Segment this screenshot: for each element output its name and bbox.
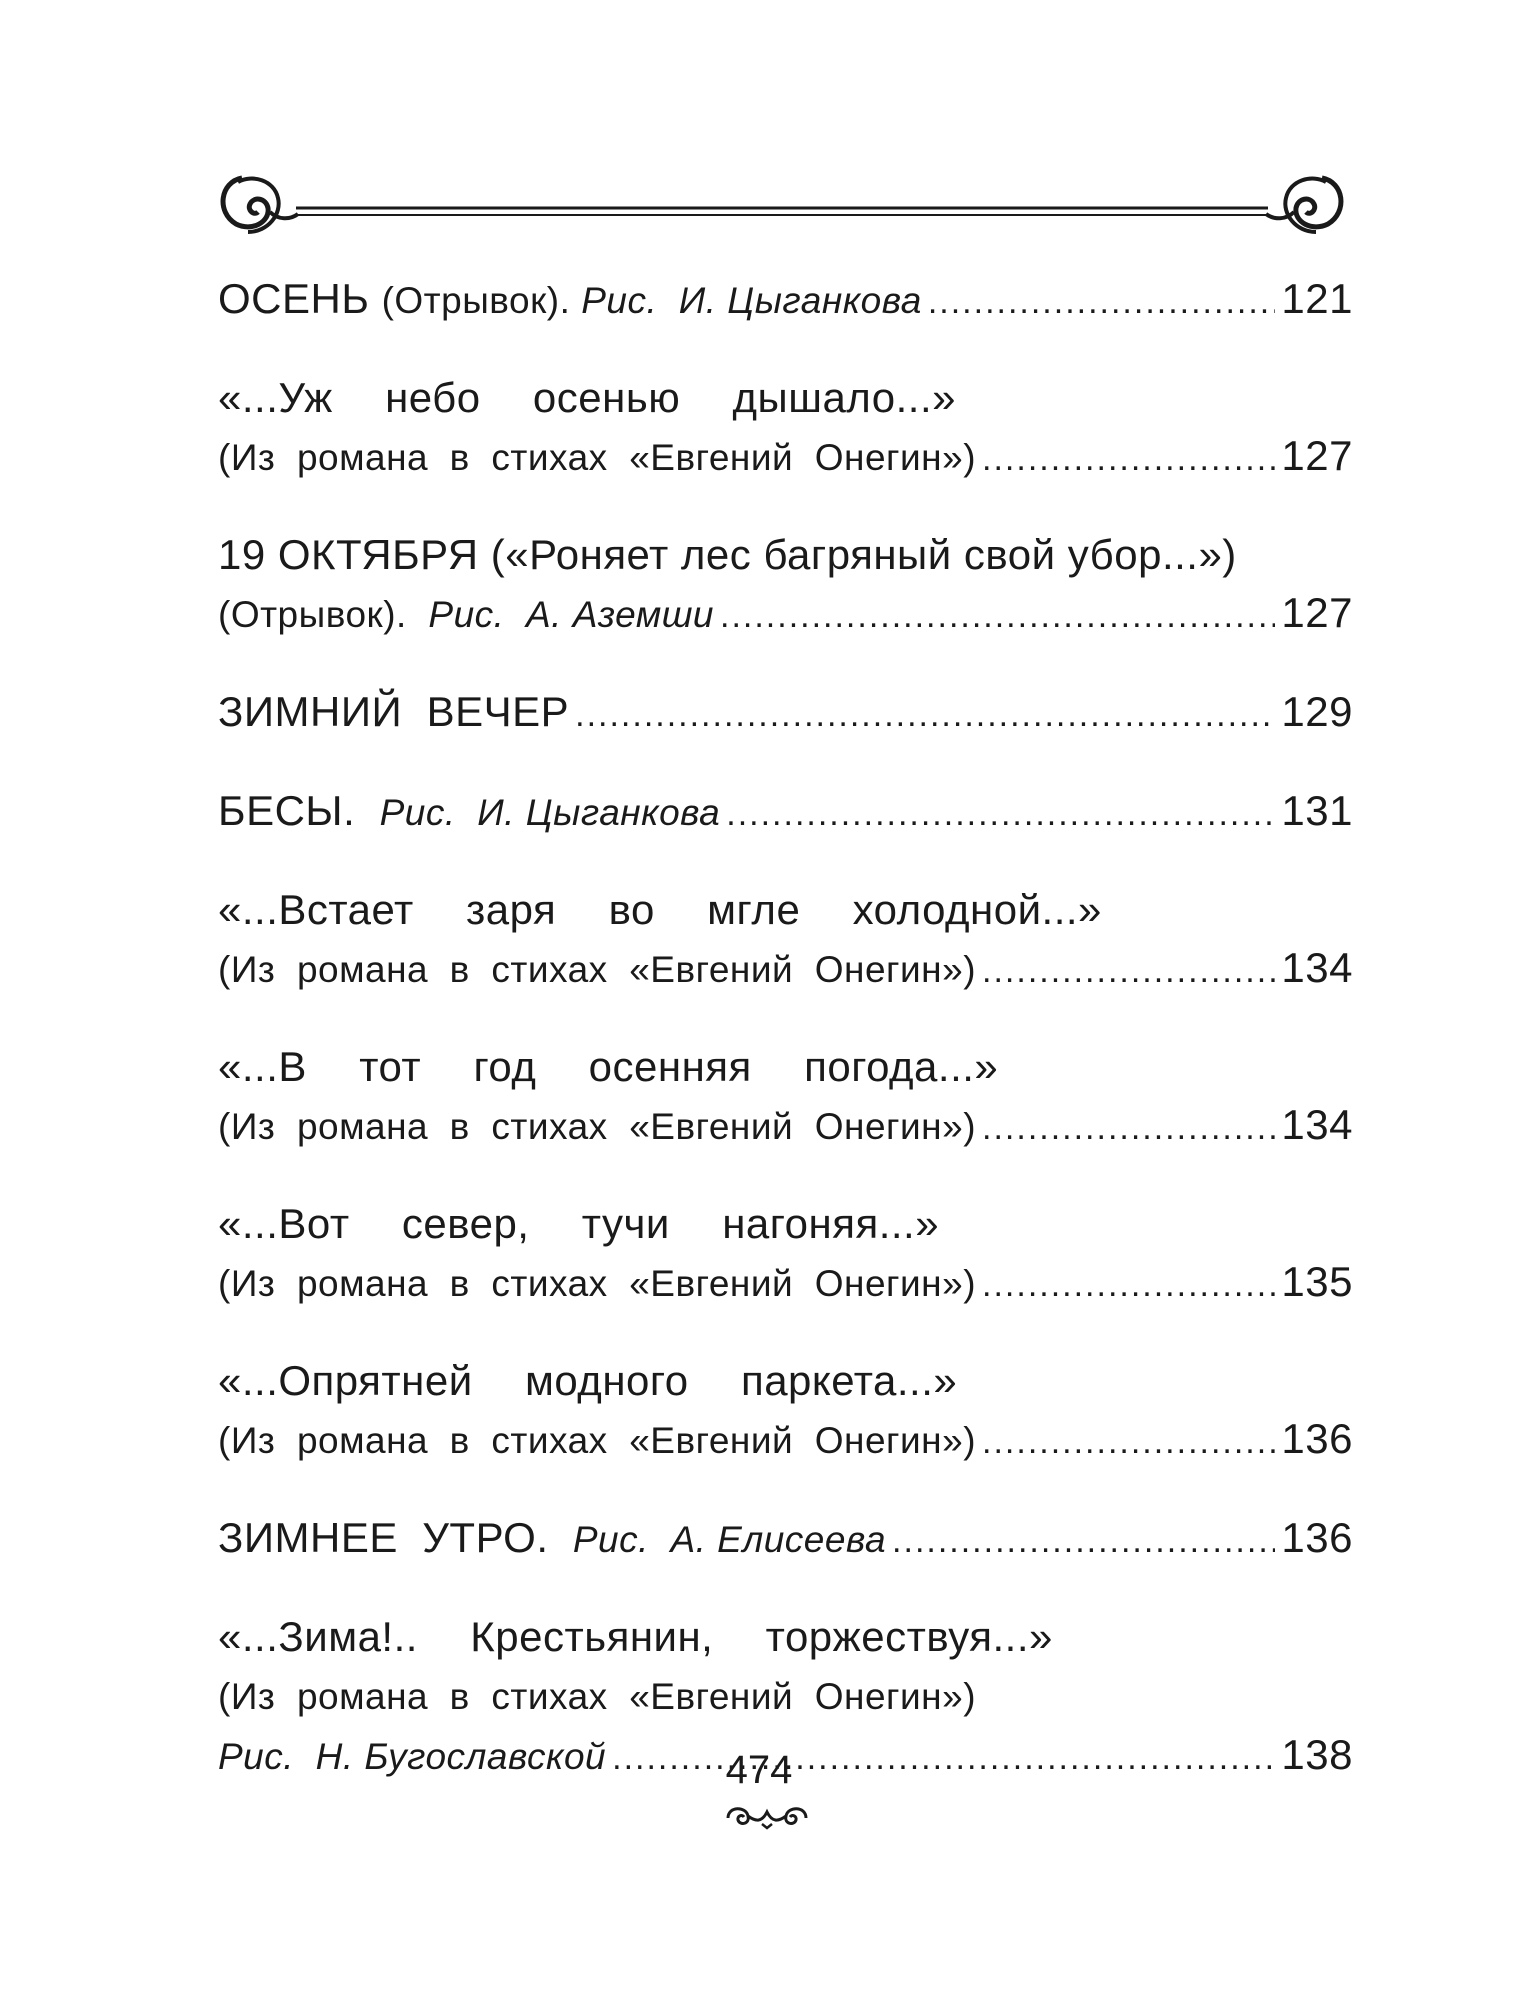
- toc-text: Рис. И. Цыганкова: [379, 792, 721, 833]
- page-number: 474: [725, 1748, 793, 1792]
- ornamental-rule-icon: [212, 168, 1352, 240]
- toc-page-number: 127: [1281, 589, 1353, 636]
- toc-line: [218, 584, 1353, 645]
- toc-line: [218, 1410, 1353, 1471]
- toc-text: (Из романа в стихах «Евгений Онегин»): [218, 437, 977, 478]
- toc-entry: [218, 526, 1353, 645]
- toc-text: «...В тот год осенняя погода...»: [218, 1043, 999, 1090]
- toc-entry: [218, 1038, 1353, 1157]
- toc-entry: [218, 1195, 1353, 1314]
- toc-line: [218, 1195, 1353, 1253]
- table-of-contents: [218, 270, 1353, 1825]
- toc-title: [218, 526, 1237, 584]
- toc-title: [218, 1096, 976, 1156]
- dot-leader: [720, 584, 1275, 645]
- toc-text: (Из романа в стихах «Евгений Онегин»): [218, 1106, 977, 1147]
- toc-title: [218, 1038, 998, 1096]
- toc-title: [218, 1666, 976, 1726]
- toc-page-number: 134: [1281, 944, 1353, 991]
- toc-text: БЕСЫ.: [218, 787, 380, 834]
- toc-line: [218, 939, 1353, 1000]
- toc-line: [218, 526, 1353, 584]
- toc-line: [218, 782, 1353, 843]
- dot-leader: [982, 427, 1275, 488]
- dot-leader: [575, 683, 1275, 744]
- toc-text: («Роняет лес багряный свой убор...»): [490, 531, 1237, 578]
- toc-text: Рис. Н. Бугославской: [218, 1736, 607, 1777]
- toc-text: ОСЕНЬ: [218, 275, 382, 322]
- toc-line: [218, 270, 1353, 331]
- toc-title: [218, 782, 720, 842]
- toc-line: [218, 1352, 1353, 1410]
- toc-line: [218, 427, 1353, 488]
- toc-line: [218, 1509, 1353, 1570]
- toc-entry: [218, 683, 1353, 744]
- dot-leader: [982, 939, 1275, 1000]
- dot-leader: [928, 270, 1276, 331]
- toc-title: [218, 683, 569, 741]
- toc-title: [218, 1253, 976, 1313]
- toc-line: [218, 1666, 1353, 1726]
- toc-text: «...Опрятней модного паркета...»: [218, 1357, 958, 1404]
- toc-title: [218, 270, 922, 330]
- toc-title: [218, 427, 976, 487]
- toc-line: [218, 881, 1353, 939]
- dot-leader: [892, 1509, 1275, 1570]
- toc-page-number: 135: [1281, 1258, 1353, 1305]
- toc-text: «...Вот север, тучи нагоняя...»: [218, 1200, 940, 1247]
- toc-line: [218, 1253, 1353, 1314]
- toc-text: Рис. И. Цыганкова: [581, 280, 922, 321]
- toc-page-number: 136: [1281, 1514, 1353, 1561]
- toc-text: (Из романа в стихах «Евгений Онегин»): [218, 949, 977, 990]
- toc-text: «...Уж небо осенью дышало...»: [218, 374, 956, 421]
- toc-text: «...Зима!.. Крестьянин, торжествуя...»: [218, 1613, 1053, 1660]
- toc-title: [218, 1352, 957, 1410]
- flourish-icon: [722, 1800, 812, 1830]
- dot-leader: [982, 1410, 1275, 1471]
- toc-page-number: 136: [1281, 1415, 1353, 1462]
- toc-text: Рис. А. Елисеева: [572, 1519, 887, 1560]
- toc-line: [218, 683, 1353, 744]
- toc-text: (Отрывок).: [218, 594, 429, 635]
- toc-text: «...Встает заря во мгле холодной...»: [218, 886, 1102, 933]
- toc-title: [218, 1410, 976, 1470]
- toc-title: [218, 1509, 886, 1569]
- toc-entry: [218, 782, 1353, 843]
- toc-page-number: 127: [1281, 432, 1353, 479]
- toc-text: (Отрывок).: [381, 280, 582, 321]
- toc-entry: [218, 270, 1353, 331]
- toc-text: ЗИМНЕЕ УТРО.: [218, 1514, 573, 1561]
- toc-line: [218, 369, 1353, 427]
- toc-page-number: 121: [1281, 275, 1353, 322]
- toc-page-number: 134: [1281, 1101, 1353, 1148]
- toc-title: [218, 369, 956, 427]
- toc-entry: [218, 369, 1353, 488]
- dot-leader: [982, 1096, 1275, 1157]
- toc-text: Рис. А. Аземши: [428, 594, 715, 635]
- toc-title: [218, 584, 714, 644]
- toc-line: [218, 1038, 1353, 1096]
- toc-text: (Из романа в стихах «Евгений Онегин»): [218, 1263, 977, 1304]
- toc-entry: [218, 881, 1353, 1000]
- toc-page-number: 138: [1281, 1731, 1353, 1778]
- toc-line: [218, 1096, 1353, 1157]
- toc-text: ЗИМНИЙ ВЕЧЕР: [218, 688, 570, 735]
- toc-text: 19 ОКТЯБРЯ: [218, 531, 491, 578]
- toc-title: [218, 881, 1102, 939]
- toc-entry: [218, 1509, 1353, 1570]
- toc-title: [218, 939, 976, 999]
- toc-page-number: 131: [1281, 787, 1353, 834]
- dot-leader: [982, 1253, 1275, 1314]
- toc-line: [218, 1608, 1353, 1666]
- toc-page-number: 129: [1281, 688, 1353, 735]
- toc-entry: [218, 1352, 1353, 1471]
- dot-leader: [726, 782, 1275, 843]
- toc-text: (Из романа в стихах «Евгений Онегин»): [218, 1420, 977, 1461]
- toc-title: [218, 1608, 1053, 1666]
- toc-text: (Из романа в стихах «Евгений Онегин»): [218, 1676, 977, 1717]
- toc-title: [218, 1195, 939, 1253]
